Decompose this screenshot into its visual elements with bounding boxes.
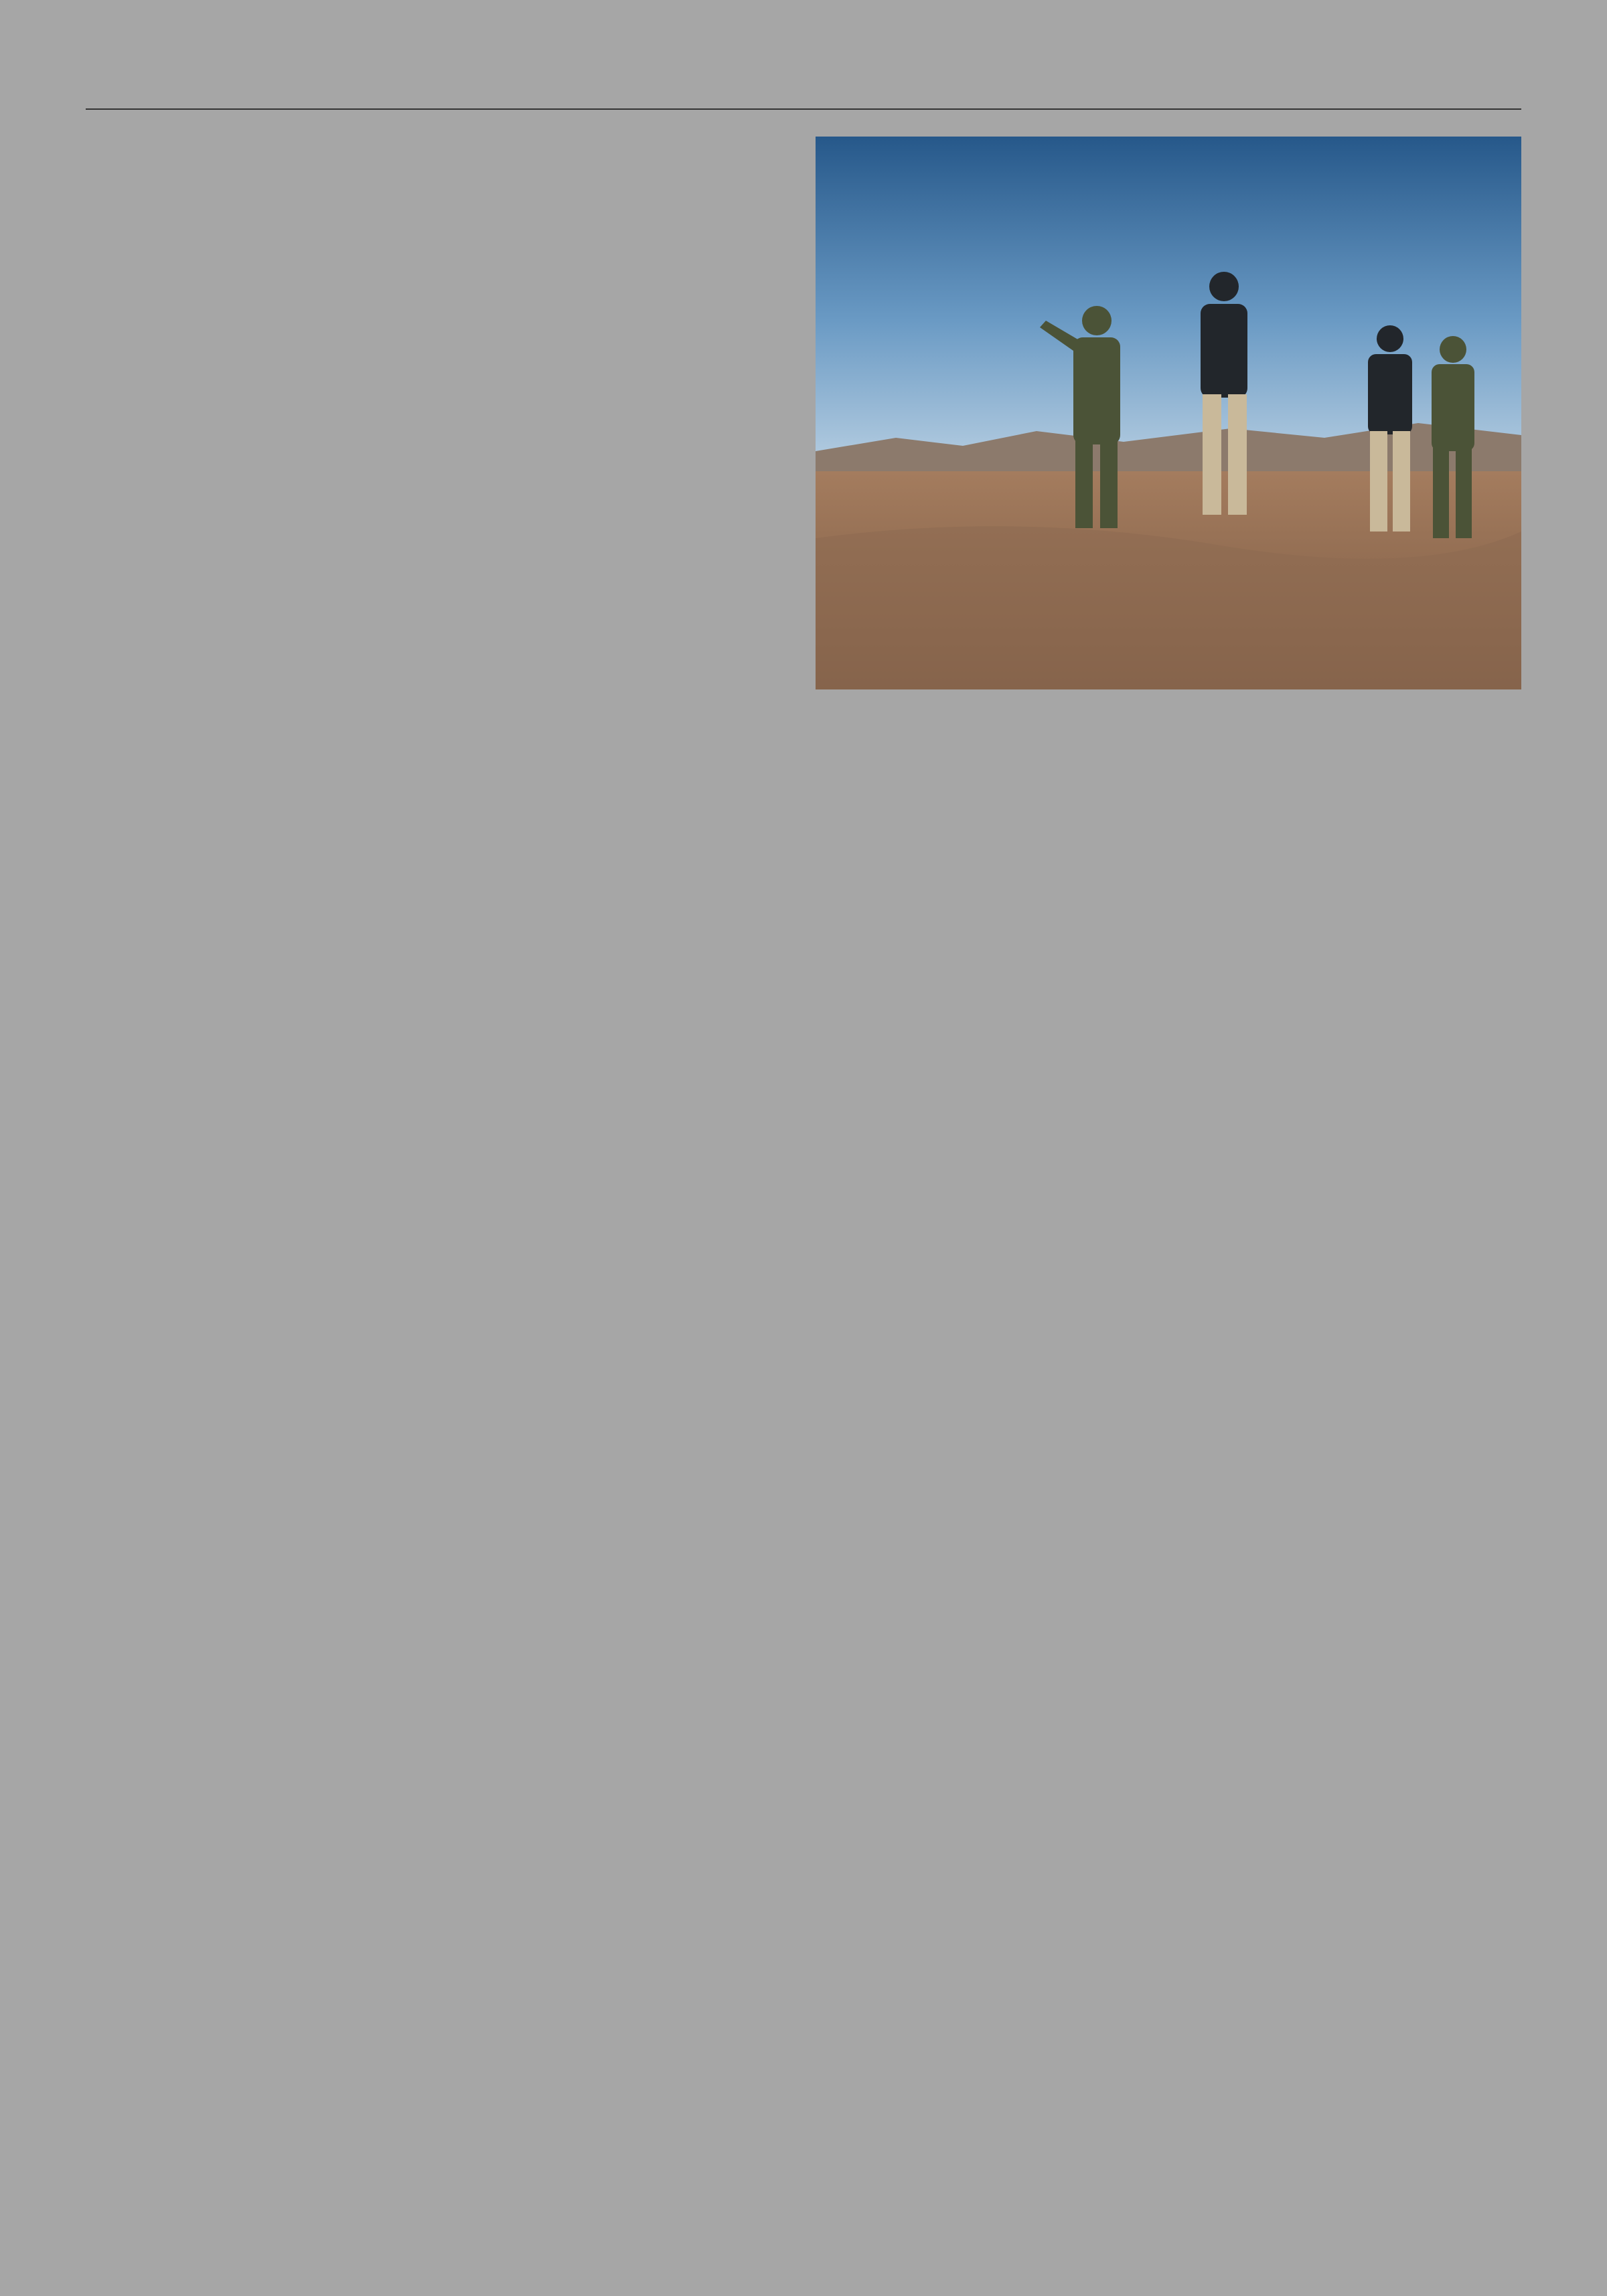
body-column-5 xyxy=(1058,743,1279,750)
body-column-1 xyxy=(86,673,307,677)
patrol-photo xyxy=(816,137,1521,689)
paragraph xyxy=(1300,743,1521,765)
body-column-3 xyxy=(572,855,793,862)
header-rule xyxy=(86,108,1521,110)
body-column-6 xyxy=(1300,743,1521,765)
